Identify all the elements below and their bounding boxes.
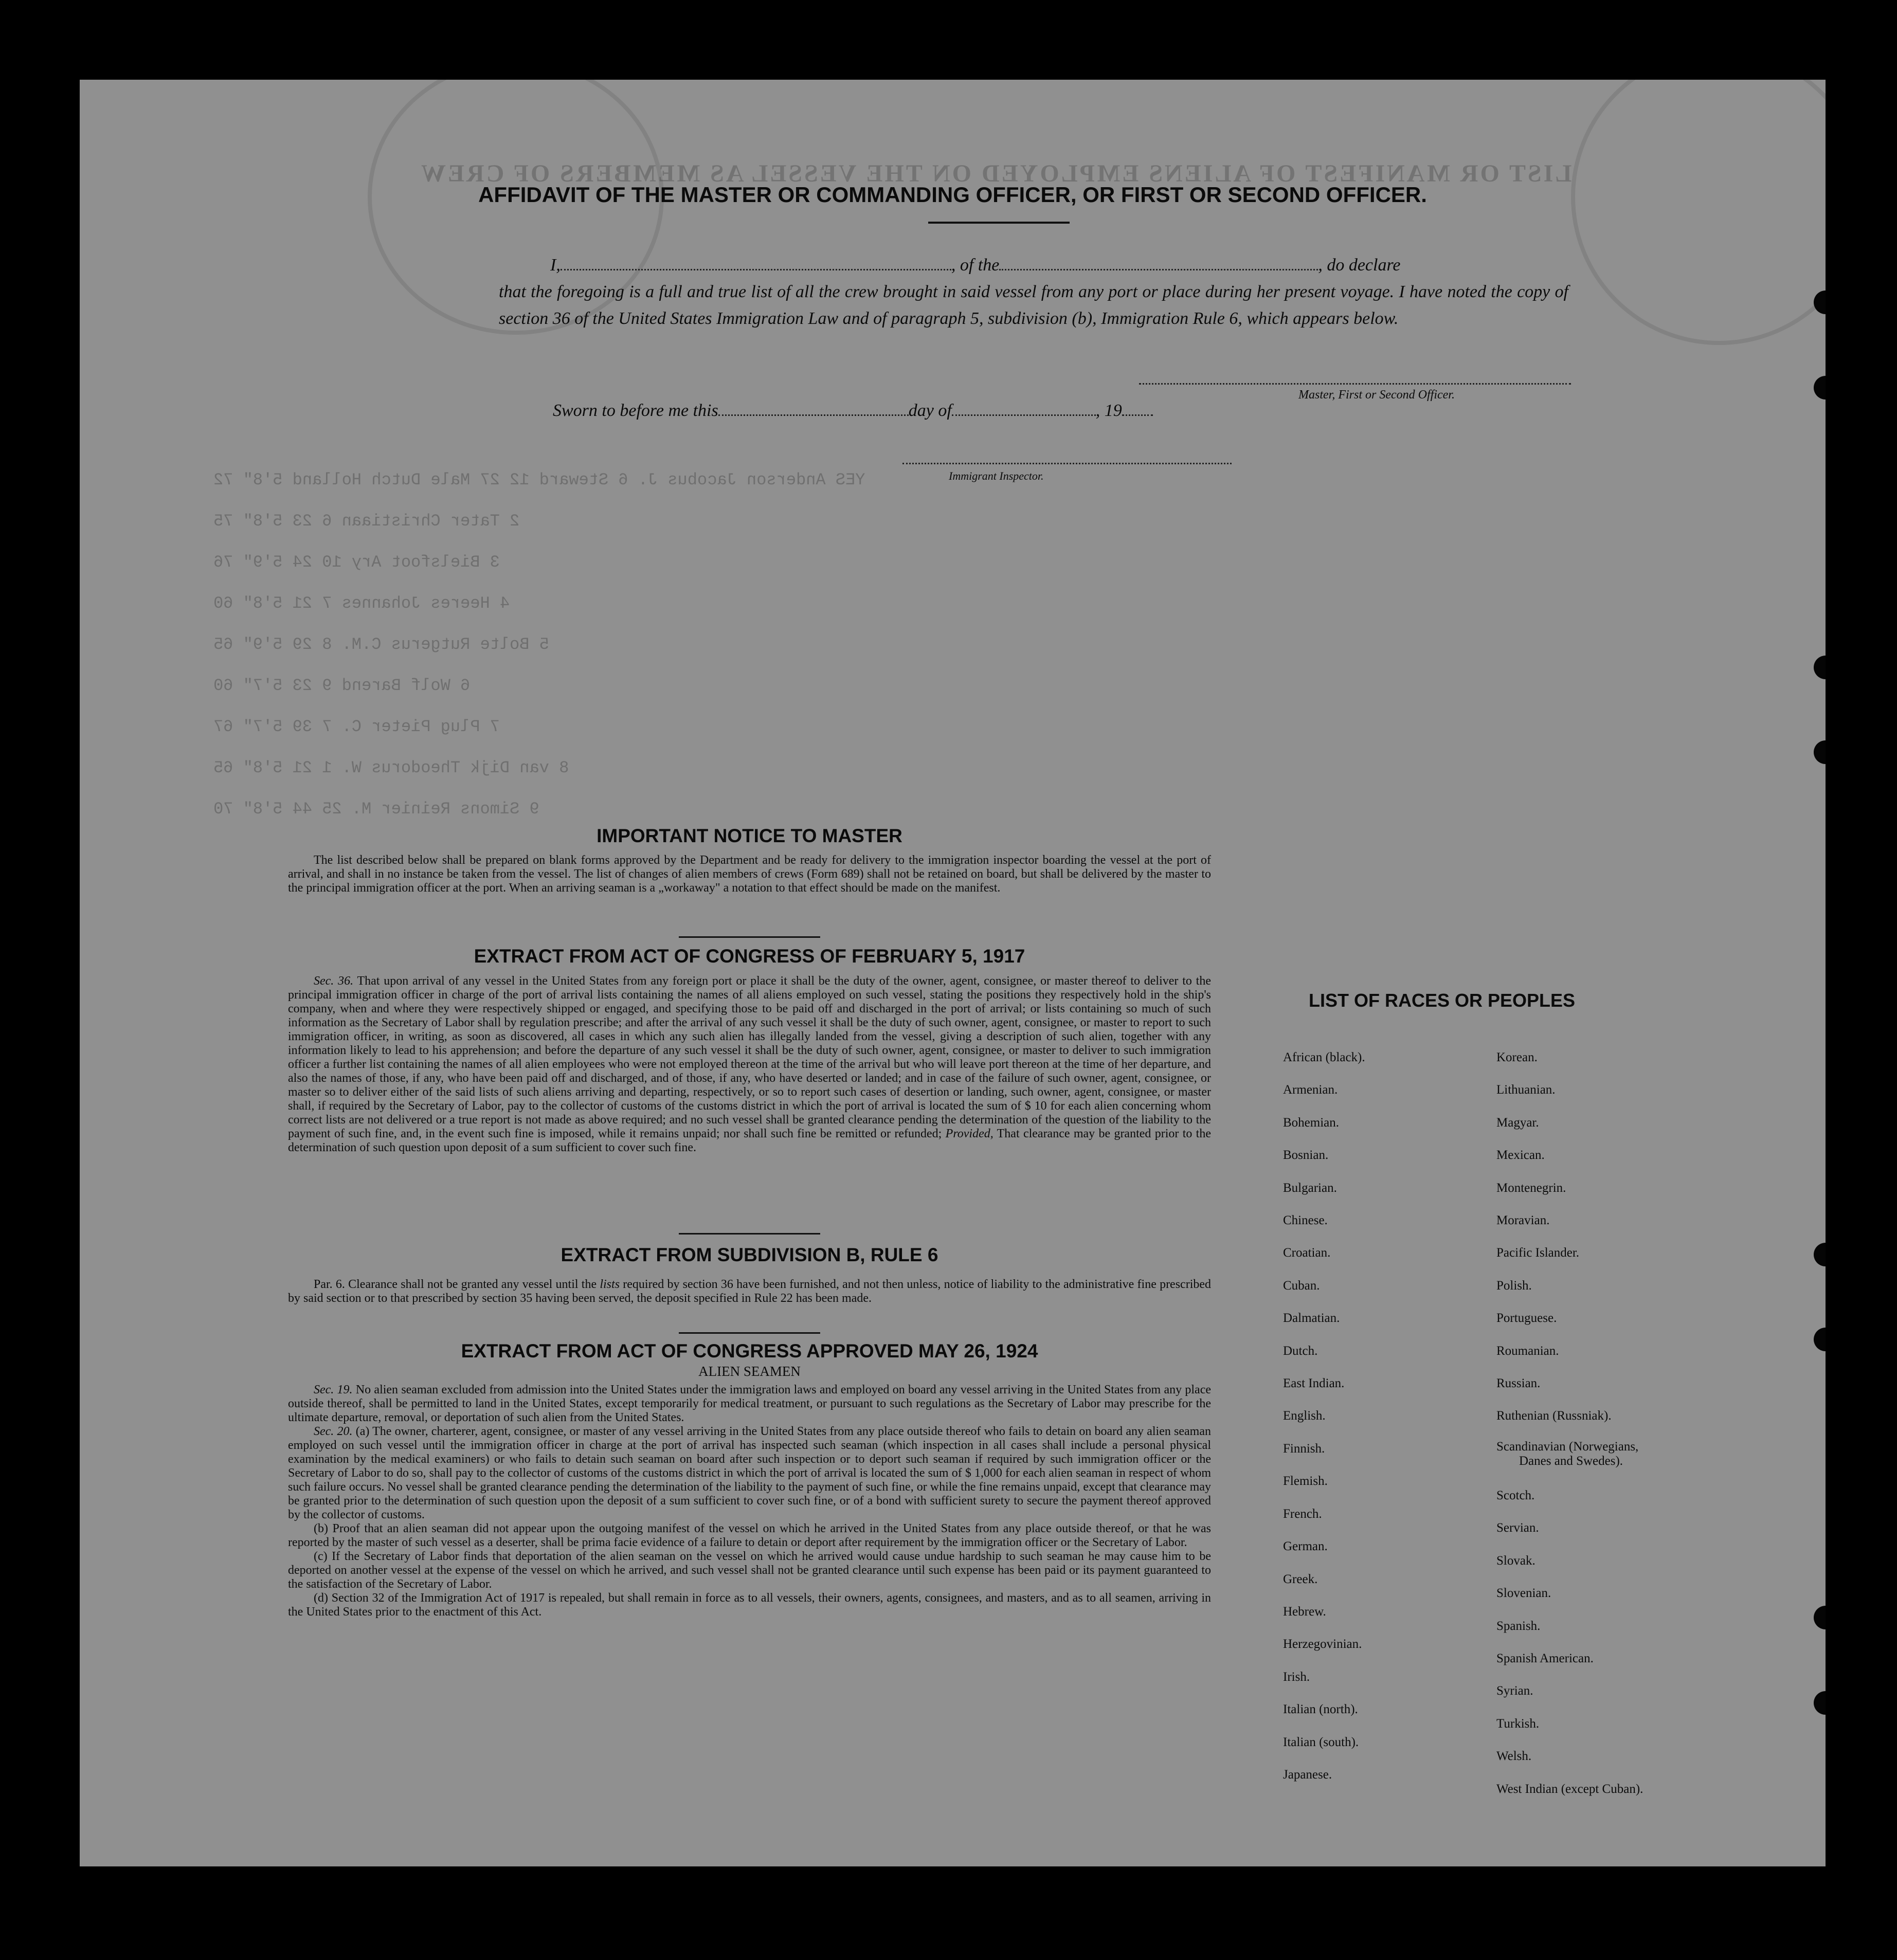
sworn-prefix: Sworn to before me this xyxy=(553,401,718,420)
race-item: Bosnian. xyxy=(1283,1148,1329,1163)
race-item: Chinese. xyxy=(1283,1213,1328,1228)
sec-20-label: Sec. 20. xyxy=(314,1425,353,1438)
races-column-2-top xyxy=(1496,1041,1643,1432)
binder-hole xyxy=(1814,1606,1826,1629)
extract-1924-text xyxy=(288,1383,1211,1619)
race-item: Herzegovinian. xyxy=(1283,1637,1362,1652)
races-column-2-bottom xyxy=(1496,1479,1643,1805)
sec-19-text: No alien seaman excluded from admission into the United States under the immigration laws and employed on board any vessel arriving in the United States from any place outside thereof, shall be permitted to land in the United States, except temporarily for medical treatment, or pursuant to such regulations as the Secretary of Labor may prescribe for the ultimate departure, removal, or deportation of such alien from the United States. xyxy=(288,1383,1211,1424)
race-item: Cuban. xyxy=(1283,1278,1320,1293)
extract-1917-text xyxy=(288,974,1211,1155)
race-item: Hebrew. xyxy=(1283,1604,1326,1619)
race-item: Roumanian. xyxy=(1496,1344,1559,1358)
provided-word: Provided, xyxy=(945,1127,993,1140)
race-item: Slovenian. xyxy=(1496,1586,1551,1601)
alien-seamen-subtitle: ALIEN SEAMEN xyxy=(698,1364,801,1379)
affidavit-body xyxy=(499,252,1568,332)
title-rule xyxy=(928,222,1070,224)
race-item: Russian. xyxy=(1496,1376,1541,1391)
race-item: Spanish. xyxy=(1496,1619,1541,1633)
name-blank[interactable] xyxy=(561,256,951,270)
affidavit-title: AFFIDAVIT OF THE MASTER OR COMMANDING OFFICER, OR FIRST OR SECOND OFFICER. xyxy=(478,183,1427,207)
race-item: Pacific Islander. xyxy=(1496,1246,1580,1260)
signature-label: Master, First or Second Officer. xyxy=(1298,388,1455,402)
bleed-through-row: 8 van Dijk Theodorus W. 1 21 5'8" 65 xyxy=(213,758,569,777)
race-item: Syrian. xyxy=(1496,1684,1533,1698)
bleed-through-row: YES Anderson Jacobus J. 6 Steward 12 27 Male Dutch Holland 5'8" 72 xyxy=(213,470,865,489)
affidavit-of-the: , of the xyxy=(951,256,1000,275)
race-item: Polish. xyxy=(1496,1278,1532,1293)
extract-1917-title: EXTRACT FROM ACT OF CONGRESS OF FEBRUARY 5, 1917 xyxy=(474,946,1025,967)
race-item: Mexican. xyxy=(1496,1148,1545,1163)
binder-hole xyxy=(1814,740,1826,764)
sworn-day-of: day of xyxy=(908,401,952,420)
race-item: Korean. xyxy=(1496,1050,1538,1064)
extract-1917-paragraph xyxy=(288,974,1211,1155)
affidavit-declare: , do declare xyxy=(1318,256,1401,275)
sec-36-text: That upon arrival of any vessel in the United States from any foreign port or place it shall be the duty of the owner, agent, consignee, or master thereof to deliver to the principal immigration officer in charge of the port of arrival lists containing the names of all aliens employed on such vessel, stating the positions they respectively hold in the ship's company, when and where they were respectively shipped or engaged, and specifying those to be paid off and discharged in the port of arrival; or lists containing so much of such information as the Secretary of Labor shall by regulation prescribe; and after the arrival of any such vessel it shall be the duty of such owner, agent, consignee, or master to report to such immigration officer, in writing, as soon as discovered, all cases in which any such alien has illegally landed from the vessel, giving a description of such alien, together with any information likely to lead to his apprehension; and before the departure of any such vessel it shall be the duty of such owner, agent, consignee, or master to deliver to such immigration officer a further list containing the names of all alien employees who were not employed thereon at the time of the arrival but who will leave port thereon at the time of her departure, and also the names of those, if any, who have been paid off and discharged, and of those, if any, who have deserted or landed; and in case of the failure of such owner, agent, consignee, or master so to deliver either of the said lists of such aliens arriving and departing, respectively, or so to report such cases of desertion or landing, such owner, agent, consignee, or master shall, if required by the Secretary of Labor, pay to the collector of customs of the customs district in which the port of arrival is located the sum of $ 10 for each alien concerning whom correct lists are not delivered or a true report is not made as above required; and no such vessel shall be granted clearance pending the determination of the question of the liability to the payment of such fine, and, in the event such fine is imposed, while it remains unpaid; nor shall such fine be remitted or refunded; xyxy=(288,974,1211,1140)
section-rule xyxy=(679,936,820,938)
race-item: Italian (north). xyxy=(1283,1702,1358,1717)
race-scandinavian-line-1: Scandinavian (Norwegians, xyxy=(1496,1439,1639,1454)
bleed-through-stamp xyxy=(1571,80,1826,345)
race-item: Slovak. xyxy=(1496,1553,1535,1568)
binder-hole xyxy=(1814,376,1826,400)
race-item xyxy=(1496,1432,1643,1479)
sec-20b-paragraph: (b) Proof that an alien seaman did not appear upon the outgoing manifest of the vessel on which he arrived in the United States from any place outside thereof, or that he was reported by the master of such vessel as a deserter, shall be prima facie evidence of a failure to detain or deport after requirement by the immigration officer or the Secretary of Labor. xyxy=(288,1522,1211,1549)
bleed-through-row: 6 Wolf Barend 9 23 5'7" 60 xyxy=(213,676,471,695)
sec-36-label: Sec. 36. xyxy=(314,974,354,988)
sworn-statement xyxy=(553,401,1153,421)
race-item: Dutch. xyxy=(1283,1344,1318,1358)
notice-text xyxy=(288,854,1211,895)
rule6-text-end: required by section 36 have been furnished, and not then unless, notice of liability to the administrative fine prescribed by said section or to that prescribed by section 35 having been served, the deposit specified in Rule 22 has been made. xyxy=(288,1278,1212,1305)
race-item: Ruthenian (Russniak). xyxy=(1496,1409,1612,1423)
race-item: Spanish American. xyxy=(1496,1651,1594,1665)
lists-word: lists xyxy=(600,1278,620,1291)
inspector-signature-line[interactable] xyxy=(902,463,1232,464)
race-item: West Indian (except Cuban). xyxy=(1496,1782,1643,1796)
race-item: African (black). xyxy=(1283,1050,1365,1064)
binder-hole xyxy=(1814,1243,1826,1266)
race-item: Finnish. xyxy=(1283,1441,1325,1456)
race-item: Turkish. xyxy=(1496,1716,1540,1731)
binder-hole xyxy=(1814,1691,1826,1715)
races-title: LIST OF RACES OR PEOPLES xyxy=(1309,990,1576,1011)
sec-19-label: Sec. 19. xyxy=(314,1383,353,1396)
document-page xyxy=(80,80,1826,1866)
bleed-through-row: 9 Simons Reinier M. 25 44 5'8" 70 xyxy=(213,800,539,819)
race-item: East Indian. xyxy=(1283,1376,1345,1391)
sec-36-text-end: That clearance may be granted prior to the determination of such question upon deposit of a sum sufficient to cover such fine. xyxy=(288,1127,1211,1154)
race-item: Bulgarian. xyxy=(1283,1181,1337,1195)
bleed-through-heading: LIST OR MANIFEST OF ALIENS EMPLOYED ON THE VESSEL AS MEMBERS OF CREW xyxy=(419,160,1572,187)
notice-paragraph: The list described below shall be prepared on blank forms approved by the Department and be ready for delivery to the immigration inspector boarding the vessel at the port of arrival, and shall in no instance be taken from the vessel. The list of changes of alien members of crews (Form 689) shall not be retained on board, but shall be delivered by the master to the principal immigration officer at the port. When an arriving seaman is a „workaway" a notation to that effect should be made on the manifest. xyxy=(288,854,1211,895)
affidavit-text: that the foregoing is a full and true list of all the crew brought in said vessel from any port or place during her present voyage. I have noted the copy of section 36 of the United States Immigration Law and of paragraph 5, subdivision (b), Immigration Rule 6, which appears below. xyxy=(499,282,1568,328)
bleed-through-row: 4 Heeres Johannes 7 21 5'8" 60 xyxy=(213,594,510,613)
extract-rule6-text xyxy=(288,1278,1211,1305)
race-item: English. xyxy=(1283,1409,1326,1423)
notice-title: IMPORTANT NOTICE TO MASTER xyxy=(597,825,902,846)
race-item: Lithuanian. xyxy=(1496,1083,1556,1097)
race-item: Magyar. xyxy=(1496,1115,1539,1130)
sec-20d-paragraph: (d) Section 32 of the Immigration Act of 1917 is repealed, but shall remain in force as to all vessels, their owners, agents, consignees, and masters, and as to all seamen, arriving in the United States prior to the enactment of this Act. xyxy=(288,1591,1211,1619)
race-item: Welsh. xyxy=(1496,1749,1532,1764)
race-item: Irish. xyxy=(1283,1669,1310,1684)
race-scandinavian-line-2: Danes and Swedes). xyxy=(1519,1454,1623,1468)
sec-20c-paragraph: (c) If the Secretary of Labor finds that deportation of the alien seaman on the vessel on which he arrived would cause undue hardship to such seaman he may cause him to be deported on another vessel at the expense of the vessel on which he arrived, and such vessel shall not be granted clearance until such expense has been paid or its payment guaranteed to the satisfaction of the Secretary of Labor. xyxy=(288,1550,1211,1591)
race-item: Montenegrin. xyxy=(1496,1181,1566,1195)
signature-line[interactable] xyxy=(1139,383,1571,385)
position-blank[interactable] xyxy=(999,256,1318,270)
bleed-through-row: 2 Tater Christiaan 6 23 5'8" 75 xyxy=(213,512,520,531)
sec-20a-text: (a) The owner, charterer, agent, consignee, or master of any vessel arriving in the United States from any place outside thereof who fails to detain on board any alien seaman employed on such vessel until the immigration officer in charge at the port of arrival has inspected such seaman (which inspection in all cases shall include a personal physical examination by the medical examiners) or who fails to detain such seaman on board after such inspection or to deport such seaman if required by such immigration officer or the Secretary of Labor to do so, shall pay to the collector of customs of the customs district in which the port of arrival is located the sum of $ 1,000 for each alien seaman in respect of whom such failure occurs. No vessel shall be granted clearance pending the determination of the liability to the payment of such fine, or while the fine remains unpaid, except that clearance may be granted prior to the determination of such question upon the deposit of a sum sufficient to cover such fine, or of a bond with sufficient surety to secure the payment thereof approved by the collector of customs. xyxy=(288,1425,1211,1521)
race-item: Armenian. xyxy=(1283,1083,1338,1097)
race-item: Flemish. xyxy=(1283,1474,1328,1489)
extract-rule6-paragraph xyxy=(288,1278,1211,1305)
race-item: Greek. xyxy=(1283,1572,1318,1586)
race-item: Japanese. xyxy=(1283,1767,1332,1782)
race-item: Bohemian. xyxy=(1283,1115,1340,1130)
bleed-through-row: 3 Bielsfoot Ary 10 24 5'9" 76 xyxy=(213,553,500,572)
race-item: Dalmatian. xyxy=(1283,1311,1340,1326)
race-item: Servian. xyxy=(1496,1521,1539,1535)
sworn-month-blank[interactable] xyxy=(952,401,1096,416)
rule6-text-start: Par. 6. Clearance shall not be granted any vessel until the xyxy=(314,1278,597,1291)
binder-hole xyxy=(1814,1328,1826,1351)
section-rule xyxy=(679,1332,820,1334)
affidavit-i: I, xyxy=(550,256,561,275)
sworn-day-blank[interactable] xyxy=(718,401,909,416)
extract-1924-title: EXTRACT FROM ACT OF CONGRESS APPROVED MAY 26, 1924 xyxy=(461,1340,1038,1362)
races-column-2 xyxy=(1496,1041,1643,1805)
sec-20a-paragraph xyxy=(288,1425,1211,1522)
race-item: Croatian. xyxy=(1283,1246,1331,1260)
sworn-year-blank[interactable] xyxy=(1122,401,1153,416)
race-item: Moravian. xyxy=(1496,1213,1550,1228)
bleed-through-row: 7 Plug Pieter C. 7 39 5'7" 67 xyxy=(213,717,500,736)
section-rule xyxy=(679,1233,820,1235)
inspector-label: Immigrant Inspector. xyxy=(949,469,1044,482)
race-item: French. xyxy=(1283,1507,1322,1521)
bleed-through-row: 5 Bolte Rutgerus C.M. 8 29 5'9" 65 xyxy=(213,635,549,654)
race-item: Italian (south). xyxy=(1283,1735,1359,1749)
affidavit-line-1 xyxy=(499,252,1568,279)
sworn-year: , 19 xyxy=(1095,401,1122,420)
race-item: Scotch. xyxy=(1496,1488,1535,1502)
races-column-1 xyxy=(1283,1041,1365,1791)
race-item: Portuguese. xyxy=(1496,1311,1557,1326)
extract-rule6-title: EXTRACT FROM SUBDIVISION B, RULE 6 xyxy=(561,1244,938,1265)
binder-hole xyxy=(1814,656,1826,679)
race-item: German. xyxy=(1283,1539,1328,1554)
sec-19-paragraph xyxy=(288,1383,1211,1425)
